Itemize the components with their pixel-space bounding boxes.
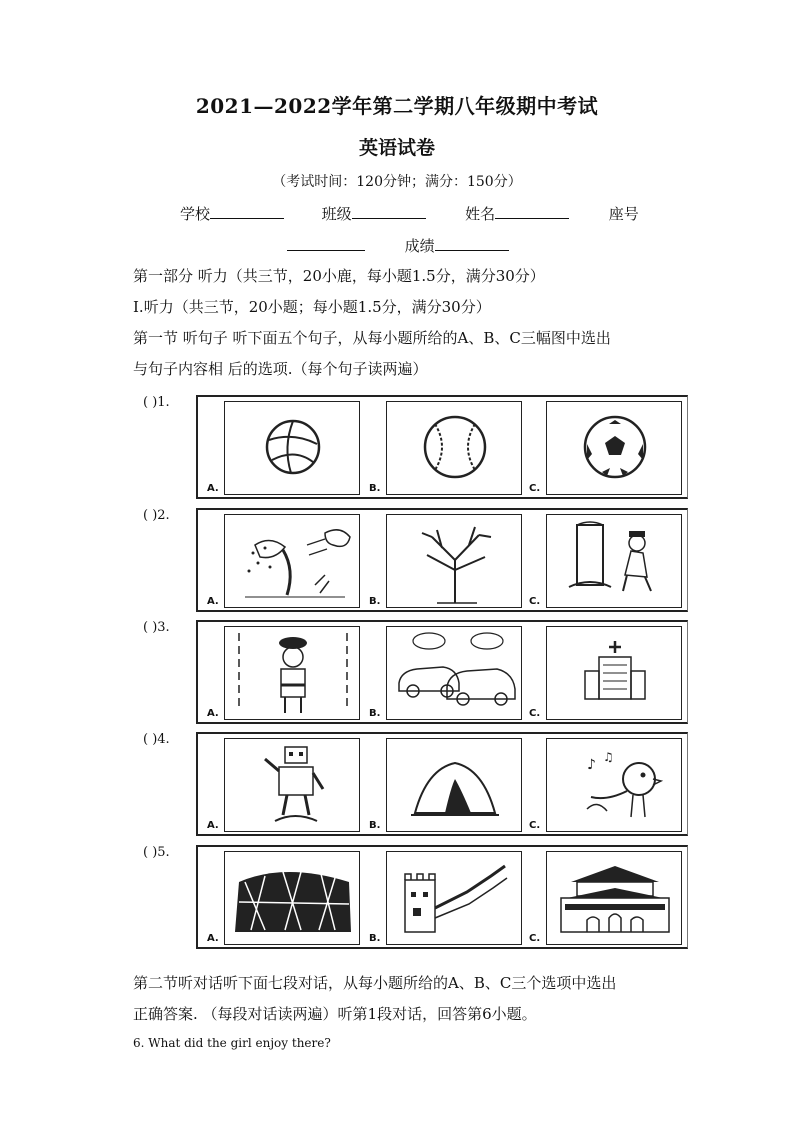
question-3-number[interactable]: ( )3. <box>143 620 170 635</box>
section1-instructions-2: 与句子内容相 后的选项.（每个句子读两遍） <box>133 360 428 378</box>
question-3-picture-strip <box>196 620 688 724</box>
option-b-picture[interactable] <box>386 851 522 945</box>
question-2-picture-strip <box>196 508 688 612</box>
option-b-label[interactable]: B. <box>369 933 381 944</box>
school-blank[interactable] <box>210 205 284 219</box>
option-b-picture[interactable] <box>386 514 522 608</box>
soccer-ball-icon <box>547 402 683 494</box>
exam-subtitle: 英语试卷 <box>358 137 435 159</box>
student-fields-row-2 <box>287 235 509 256</box>
class-label: 班级 <box>321 205 352 223</box>
name-blank[interactable] <box>495 205 569 219</box>
singing-bird-icon <box>547 739 683 831</box>
police-officer-icon <box>225 627 361 719</box>
part1-alt-heading: I.听力（共三节，20小题；每小题1.5分，满分30分） <box>133 298 491 316</box>
option-c-picture[interactable] <box>546 626 682 720</box>
car-accident-icon <box>387 627 523 719</box>
option-b-label[interactable]: B. <box>369 596 381 607</box>
section2-instructions-1: 第二节听对话听下面七段对话，从每小题所给的A、B、C三个选项中选出 <box>133 974 617 992</box>
bare-tree-icon <box>387 515 523 607</box>
option-c-picture[interactable] <box>546 851 682 945</box>
option-a-picture[interactable] <box>224 738 360 832</box>
option-b-picture[interactable] <box>386 401 522 495</box>
windy-tree-icon <box>225 515 361 607</box>
option-b-label[interactable]: B. <box>369 708 381 719</box>
question-2-number[interactable]: ( )2. <box>143 508 170 523</box>
score-blank[interactable] <box>435 237 509 251</box>
option-c-picture[interactable] <box>546 738 682 832</box>
tree-stump-worker-icon <box>547 515 683 607</box>
volleyball-icon <box>225 402 361 494</box>
option-c-picture[interactable] <box>546 514 682 608</box>
great-wall-icon <box>387 852 523 944</box>
student-fields-row-1 <box>180 203 639 224</box>
option-a-picture[interactable] <box>224 626 360 720</box>
tiananmen-icon <box>547 852 683 944</box>
question-1-number[interactable]: ( )1. <box>143 395 170 410</box>
question-1-picture-strip <box>196 395 688 499</box>
question-5-number[interactable]: ( )5. <box>143 845 170 860</box>
option-b-label[interactable]: B. <box>369 483 381 494</box>
question-5-picture-strip <box>196 845 688 949</box>
option-a-picture[interactable] <box>224 401 360 495</box>
score-label: 成绩 <box>404 237 435 255</box>
section2-instructions-2: 正确答案. （每段对话读两遍）听第1段对话，回答第6小题。 <box>133 1005 537 1023</box>
birds-nest-stadium-icon <box>225 852 361 944</box>
question-4-number[interactable]: ( )4. <box>143 732 170 747</box>
baseball-icon <box>387 402 523 494</box>
option-b-picture[interactable] <box>386 626 522 720</box>
option-c-label[interactable]: C. <box>529 483 541 494</box>
option-c-label[interactable]: C. <box>529 708 541 719</box>
option-a-label[interactable]: A. <box>207 708 219 719</box>
option-c-picture[interactable] <box>546 401 682 495</box>
seat-label: 座号 <box>608 205 639 223</box>
name-label: 姓名 <box>465 205 496 223</box>
option-a-picture[interactable] <box>224 514 360 608</box>
svg-text:♫: ♫ <box>603 750 614 764</box>
exam-title: 2021—2022学年第二学期八年级期中考试 <box>195 94 599 118</box>
option-c-label[interactable]: C. <box>529 820 541 831</box>
option-a-label[interactable]: A. <box>207 820 219 831</box>
class-blank[interactable] <box>352 205 426 219</box>
hospital-icon <box>547 627 683 719</box>
part1-heading: 第一部分 听力（共三节，20小鹿，每小题1.5分，满分30分） <box>133 267 545 285</box>
option-a-label[interactable]: A. <box>207 933 219 944</box>
option-a-label[interactable]: A. <box>207 483 219 494</box>
option-a-picture[interactable] <box>224 851 360 945</box>
seat-blank[interactable] <box>287 237 365 251</box>
option-c-label[interactable]: C. <box>529 596 541 607</box>
section1-instructions-1: 第一节 听句子 听下面五个句子，从每小题所给的A、B、C三幅图中选出 <box>133 329 611 347</box>
svg-text:♪: ♪ <box>587 757 596 773</box>
tent-icon <box>387 739 523 831</box>
question-4-picture-strip <box>196 732 688 836</box>
exam-info: （考试时间：120分钟；满分：150分） <box>272 174 522 190</box>
school-label: 学校 <box>180 205 211 223</box>
option-a-label[interactable]: A. <box>207 596 219 607</box>
option-b-picture[interactable] <box>386 738 522 832</box>
question-6: 6. What did the girl enjoy there? <box>133 1036 331 1050</box>
option-b-label[interactable]: B. <box>369 820 381 831</box>
option-c-label[interactable]: C. <box>529 933 541 944</box>
robot-icon <box>225 739 361 831</box>
